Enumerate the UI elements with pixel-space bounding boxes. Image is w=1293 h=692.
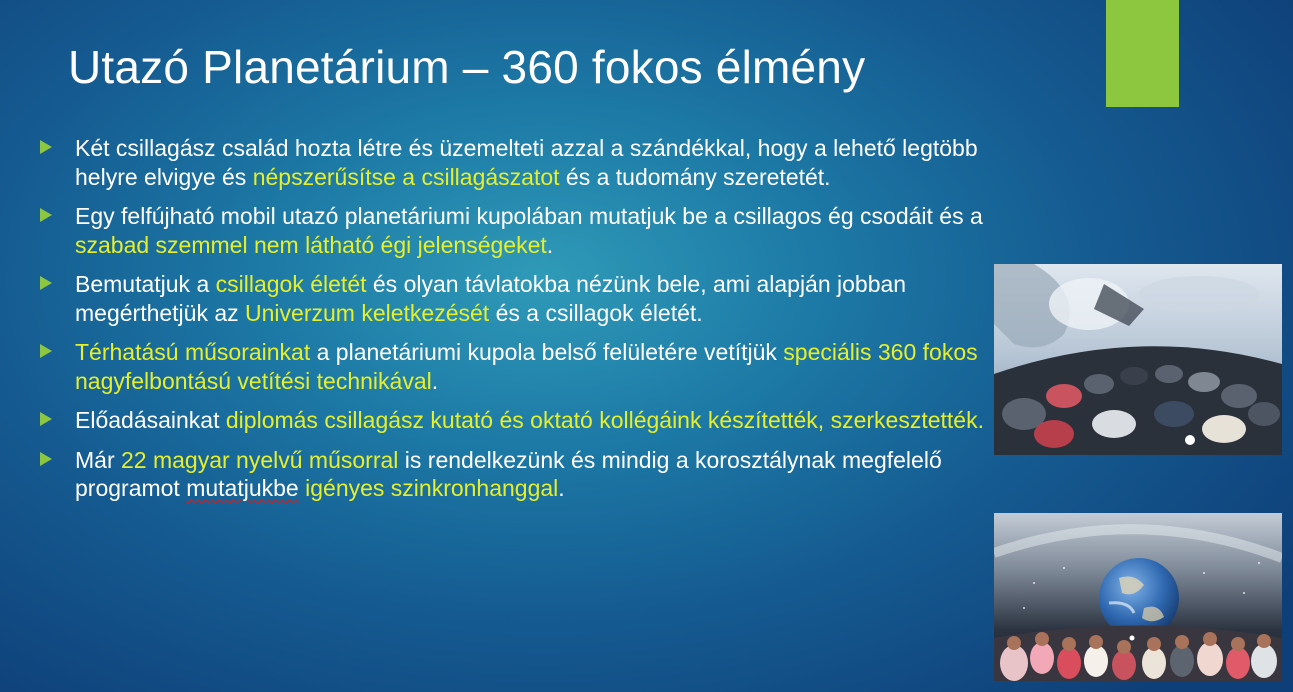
bullet-text: Egy felfújható mobil utazó planetáriumi kupolában mutatjuk be a csillagos ég csodáit és a szabad szemmel nem látható égi jelenségeket.: [75, 203, 983, 258]
spellcheck-word: mutatjukbe: [186, 475, 299, 501]
bullet-arrow-icon: [40, 344, 52, 358]
earth-projection-illustration: [994, 513, 1282, 681]
dome-audience-illustration: [994, 264, 1282, 455]
bullet-text: Előadásainkat diplomás csillagász kutató és oktató kollégáink készítették, szerkesztették.: [75, 407, 984, 433]
bullet-item: [40, 406, 1000, 435]
bullet-item: [40, 134, 1000, 191]
bullet-arrow-icon: [40, 140, 52, 154]
slide-title: Utazó Planetárium – 360 fokos élmény: [68, 41, 866, 93]
bullet-item: [40, 446, 1000, 503]
bullet-arrow-icon: [40, 276, 52, 290]
bullet-item: [40, 202, 1000, 259]
accent-bar: [1106, 0, 1179, 107]
bullet-item: [40, 338, 1000, 395]
planetarium-earth-projection-photo: [994, 513, 1282, 681]
bullet-item: [40, 270, 1000, 327]
bullet-arrow-icon: [40, 208, 52, 222]
bullet-list: [40, 134, 1000, 514]
bullet-text: Térhatású műsorainkat a planetáriumi kupola belső felületére vetítjük speciális 360 fokos nagyfelbontású vetítési technikával.: [75, 339, 978, 394]
bullet-arrow-icon: [40, 412, 52, 426]
bullet-text: Bemutatjuk a csillagok életét és olyan távlatokba nézünk bele, ami alapján jobban megérthetjük az Univerzum keletkezését és a csillagok életét.: [75, 271, 907, 326]
planetarium-dome-audience-photo: [994, 264, 1282, 455]
bullet-text: Két csillagász család hozta létre és üzemelteti azzal a szándékkal, hogy a lehető legtöbb helyre elvigye és népszerűsítse a csillagászatot és a tudomány szeretetét.: [75, 135, 978, 190]
bullet-arrow-icon: [40, 452, 52, 466]
bullet-text: Már 22 magyar nyelvű műsorral is rendelkezünk és mindig a korosztálynak megfelelő programot mutatjukbe igényes szinkronhanggal.: [75, 446, 942, 501]
